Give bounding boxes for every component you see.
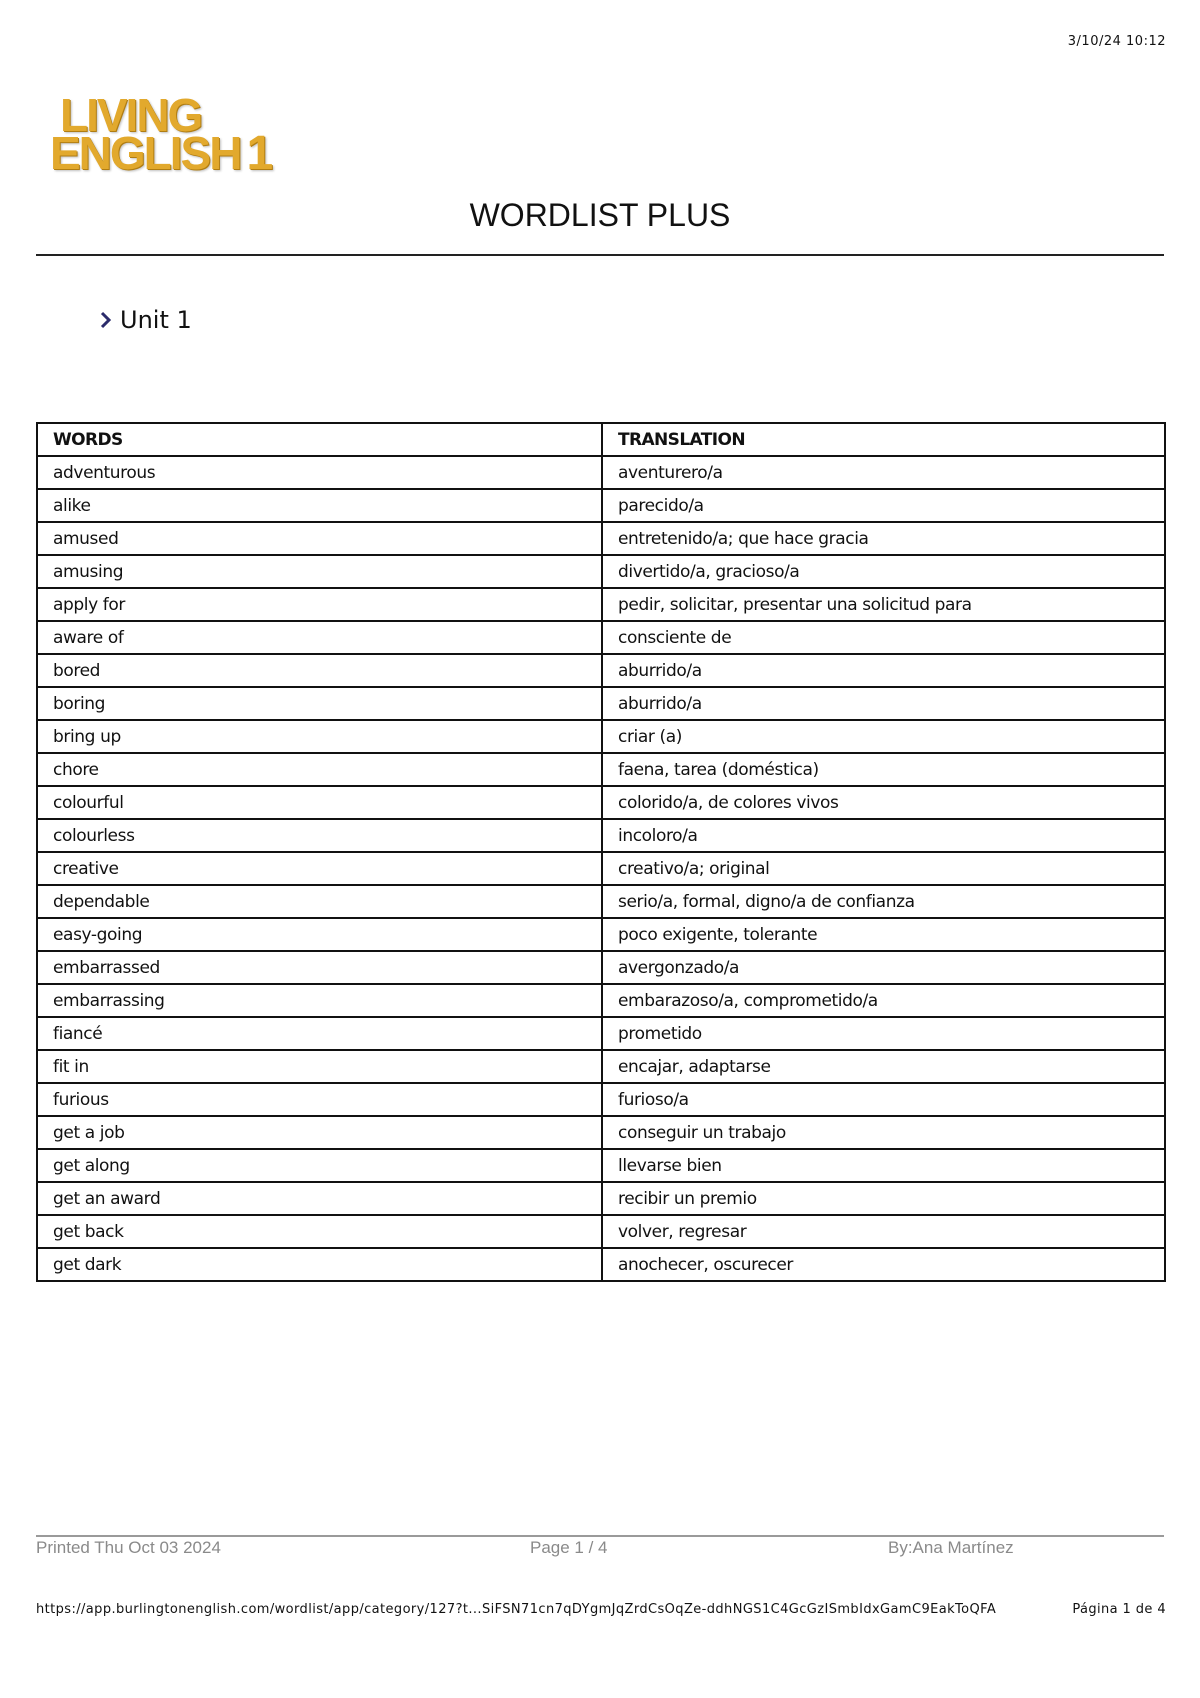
translation-cell: conseguir un trabajo (602, 1116, 1165, 1149)
translation-cell: criar (a) (602, 720, 1165, 753)
table-row (37, 1248, 1165, 1281)
word-cell: fiancé (37, 1017, 602, 1050)
word-cell: get an award (37, 1182, 602, 1215)
word-cell: get along (37, 1149, 602, 1182)
translation-cell: consciente de (602, 621, 1165, 654)
footer-divider (36, 1535, 1164, 1537)
translation-cell: anochecer, oscurecer (602, 1248, 1165, 1281)
word-cell: furious (37, 1083, 602, 1116)
word-cell: get dark (37, 1248, 602, 1281)
word-cell: easy-going (37, 918, 602, 951)
unit-label: Unit 1 (120, 306, 192, 334)
translation-cell: avergonzado/a (602, 951, 1165, 984)
table-row (37, 918, 1165, 951)
table-row (37, 687, 1165, 720)
word-cell: creative (37, 852, 602, 885)
translation-cell: llevarse bien (602, 1149, 1165, 1182)
chevron-right-icon (98, 310, 114, 330)
table-row (37, 555, 1165, 588)
table-row (37, 588, 1165, 621)
table-row (37, 1083, 1165, 1116)
word-cell: bring up (37, 720, 602, 753)
table-row (37, 753, 1165, 786)
unit-heading (98, 306, 192, 334)
print-page-number: Página 1 de 4 (1072, 1602, 1166, 1617)
word-cell: colourful (37, 786, 602, 819)
table-row (37, 1017, 1165, 1050)
word-cell: adventurous (37, 456, 602, 489)
word-cell: boring (37, 687, 602, 720)
translation-cell: colorido/a, de colores vivos (602, 786, 1165, 819)
translation-cell: aburrido/a (602, 687, 1165, 720)
table-row (37, 1149, 1165, 1182)
word-cell: colourless (37, 819, 602, 852)
column-header-translation: TRANSLATION (602, 423, 1165, 456)
page-title: WORDLIST PLUS (469, 197, 731, 233)
word-cell: dependable (37, 885, 602, 918)
logo-line-2 (50, 127, 272, 180)
translation-cell: pedir, solicitar, presentar una solicitud para (602, 588, 1165, 621)
word-cell: get a job (37, 1116, 602, 1149)
table-row (37, 1116, 1165, 1149)
table-row (37, 489, 1165, 522)
table-row (37, 522, 1165, 555)
table-row (37, 885, 1165, 918)
living-english-logo (50, 90, 290, 190)
translation-cell: incoloro/a (602, 819, 1165, 852)
translation-cell: volver, regresar (602, 1215, 1165, 1248)
table-row (37, 1182, 1165, 1215)
translation-cell: faena, tarea (doméstica) (602, 753, 1165, 786)
table-header-row (37, 423, 1165, 456)
table-row (37, 1050, 1165, 1083)
table-row (37, 1215, 1165, 1248)
word-cell: alike (37, 489, 602, 522)
table-row (37, 819, 1165, 852)
translation-cell: encajar, adaptarse (602, 1050, 1165, 1083)
page-indicator: Page 1 / 4 (530, 1538, 608, 1557)
translation-cell: creativo/a; original (602, 852, 1165, 885)
print-timestamp: 3/10/24 10:12 (1067, 34, 1166, 49)
table-row (37, 621, 1165, 654)
word-cell: aware of (37, 621, 602, 654)
logo-line-1: LIVING (60, 89, 202, 141)
table-row (37, 456, 1165, 489)
translation-cell: parecido/a (602, 489, 1165, 522)
source-url: https://app.burlingtonenglish.com/wordlist/app/category/127?t...SiFSN71cn7qDYgmJqZrdCsOqZe-ddhNGS1C4GcGzISmbIdxGamC9EakToQFA (36, 1602, 997, 1617)
translation-cell: recibir un premio (602, 1182, 1165, 1215)
title-divider (36, 254, 1164, 256)
word-cell: chore (37, 753, 602, 786)
author-name: By:Ana Martínez (888, 1538, 1014, 1557)
word-cell: bored (37, 654, 602, 687)
word-cell: amused (37, 522, 602, 555)
wordlist-table (36, 422, 1166, 1282)
word-cell: get back (37, 1215, 602, 1248)
translation-cell: aburrido/a (602, 654, 1165, 687)
word-cell: apply for (37, 588, 602, 621)
table-row (37, 786, 1165, 819)
word-cell: fit in (37, 1050, 602, 1083)
column-header-words: WORDS (37, 423, 602, 456)
table-row (37, 984, 1165, 1017)
translation-cell: aventurero/a (602, 456, 1165, 489)
translation-cell: divertido/a, gracioso/a (602, 555, 1165, 588)
table-row (37, 654, 1165, 687)
logo-number: 1 (246, 127, 272, 180)
word-cell: embarrassed (37, 951, 602, 984)
translation-cell: furioso/a (602, 1083, 1165, 1116)
table-body (37, 456, 1165, 1281)
table-row (37, 720, 1165, 753)
table-row (37, 951, 1165, 984)
printed-date: Printed Thu Oct 03 2024 (36, 1538, 221, 1557)
word-cell: embarrassing (37, 984, 602, 1017)
logo-word: ENGLISH (50, 127, 241, 179)
translation-cell: serio/a, formal, digno/a de confianza (602, 885, 1165, 918)
table-row (37, 852, 1165, 885)
word-cell: amusing (37, 555, 602, 588)
translation-cell: poco exigente, tolerante (602, 918, 1165, 951)
translation-cell: embarazoso/a, comprometido/a (602, 984, 1165, 1017)
translation-cell: entretenido/a; que hace gracia (602, 522, 1165, 555)
translation-cell: prometido (602, 1017, 1165, 1050)
